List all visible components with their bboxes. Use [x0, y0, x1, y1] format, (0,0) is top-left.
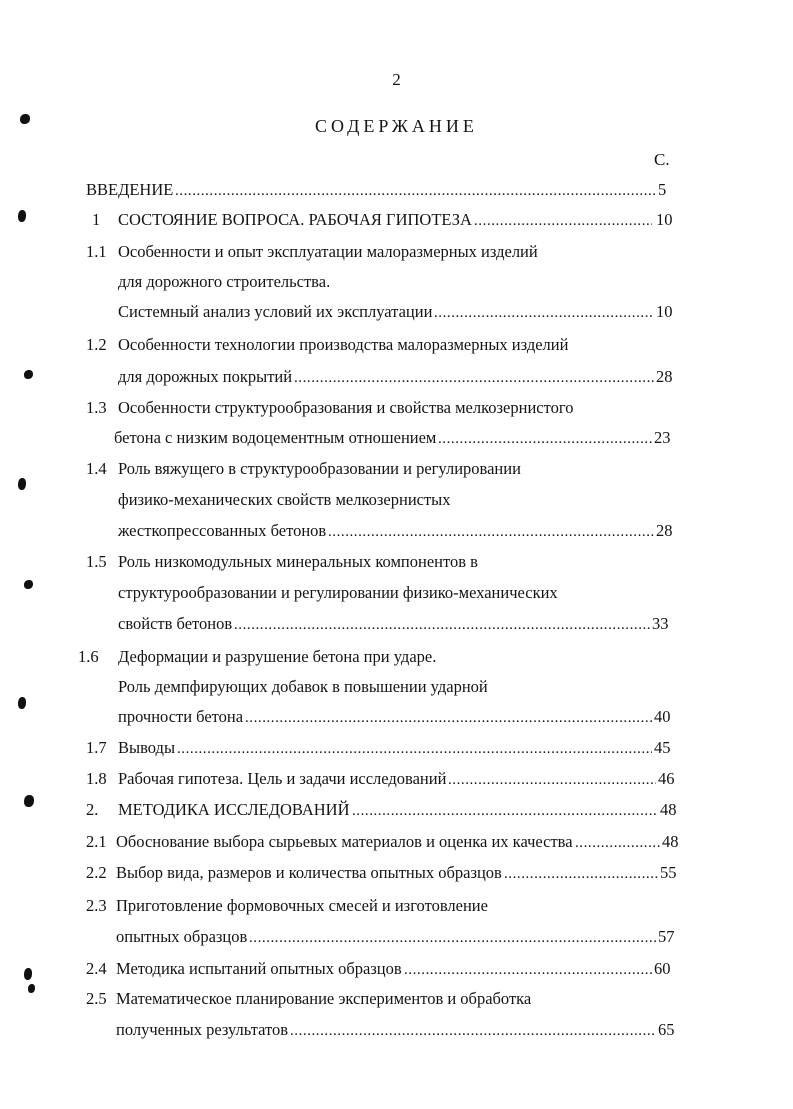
toc-entry	[0, 333, 793, 357]
toc-entry-page: 33	[652, 614, 669, 633]
page-column-header: С.	[654, 150, 670, 169]
toc-entry	[0, 987, 793, 1011]
toc-leader-dots	[249, 925, 656, 949]
toc-leader-dots	[352, 798, 658, 822]
toc-entry	[0, 957, 793, 981]
toc-leader-dots	[175, 178, 656, 202]
scan-mark	[24, 968, 32, 980]
toc-entry	[0, 675, 793, 699]
toc-entry	[0, 861, 793, 885]
toc-entry-title: опытных образцов	[116, 927, 248, 946]
toc-entry	[0, 1018, 793, 1042]
toc-entry-title: Рабочая гипотеза. Цель и задачи исследований	[118, 769, 447, 788]
toc-entry-number: 1.4	[86, 459, 107, 478]
toc-entry-number: 1.6	[78, 647, 99, 666]
scan-mark	[24, 370, 33, 379]
toc-entry	[0, 270, 793, 294]
toc-entry	[0, 612, 793, 636]
toc-leader-dots	[290, 1018, 656, 1042]
toc-entry-title: Особенности и опыт эксплуатации малоразмерных изделий	[118, 242, 538, 261]
toc-entry-number: 1.8	[86, 769, 107, 788]
toc-entry	[0, 300, 793, 324]
toc-entry-page: 10	[656, 210, 673, 229]
toc-entry-title: Роль низкомодульных минеральных компонентов в	[118, 552, 478, 571]
toc-leader-dots	[245, 705, 652, 729]
toc-entry-title: Роль демпфирующих добавок в повышении ударной	[118, 677, 488, 696]
toc-leader-dots	[575, 830, 660, 854]
toc-entry	[0, 894, 793, 918]
toc-entry-number: 2.	[86, 800, 99, 819]
toc-leader-dots	[474, 208, 652, 232]
toc-entry-number: 2.3	[86, 896, 107, 915]
toc-leader-dots	[234, 612, 650, 636]
toc-entry-page: 65	[658, 1020, 675, 1039]
toc-entry-title: Обоснование выбора сырьевых материалов и оценка их качества	[116, 832, 573, 851]
toc-entry-number: 2.4	[86, 959, 107, 978]
toc-entry-title: Деформации и разрушение бетона при ударе.	[118, 647, 437, 666]
toc-entry-title: для дорожных покрытий	[118, 367, 293, 386]
scan-mark	[18, 210, 26, 222]
toc-entry-title: Выбор вида, размеров и количества опытных образцов	[116, 863, 502, 882]
toc-leader-dots	[438, 426, 652, 450]
toc-entry-title: Математическое планирование экспериментов и обработка	[116, 989, 532, 1008]
toc-entry	[0, 208, 793, 232]
toc-leader-dots	[328, 519, 654, 543]
toc-entry	[0, 645, 793, 669]
scan-mark	[18, 697, 26, 709]
toc-entry-title: СОСТОЯНИЕ ВОПРОСА. РАБОЧАЯ ГИПОТЕЗА	[118, 210, 472, 229]
toc-entry-title: физико-механических свойств мелкозернистых	[118, 490, 451, 509]
toc-leader-dots	[404, 957, 652, 981]
scan-mark	[24, 580, 33, 589]
toc-leader-dots	[448, 767, 656, 791]
toc-entry-page: 60	[654, 959, 671, 978]
toc-leader-dots	[434, 300, 654, 324]
toc-entry	[0, 736, 793, 760]
toc-entry	[0, 767, 793, 791]
toc-entry-number: 1.7	[86, 738, 107, 757]
toc-entry-title: Системный анализ условий их эксплуатации	[118, 302, 433, 321]
toc-entry-page: 5	[658, 180, 667, 199]
toc-entry	[0, 396, 793, 420]
toc-entry-page: 28	[656, 367, 673, 386]
toc-entry-page: 48	[662, 832, 679, 851]
toc-entry-title: Особенности технологии производства малоразмерных изделий	[118, 335, 569, 354]
scan-mark	[20, 114, 30, 124]
toc-entry-number: 2.2	[86, 863, 107, 882]
toc-entry-title: Роль вяжущего в структурообразовании и регулировании	[118, 459, 521, 478]
toc-entry	[0, 581, 793, 605]
scan-mark	[18, 478, 26, 490]
toc-entry	[0, 925, 793, 949]
toc-entry-title: свойств бетонов	[118, 614, 233, 633]
toc-entry-title: прочности бетона	[118, 707, 244, 726]
toc-entry-page: 10	[656, 302, 673, 321]
toc-entry	[0, 240, 793, 264]
toc-leader-dots	[294, 365, 654, 389]
toc-entry	[0, 550, 793, 574]
toc-entry-title: бетона с низким водоцементным отношением	[114, 428, 437, 447]
toc-entry-title: для дорожного строительства.	[118, 272, 331, 291]
toc-entry-number: 1.2	[86, 335, 107, 354]
toc-entry	[0, 705, 793, 729]
toc-entry	[0, 488, 793, 512]
toc-entry	[0, 519, 793, 543]
toc-entry-number: 2.5	[86, 989, 107, 1008]
toc-entry-title: МЕТОДИКА ИССЛЕДОВАНИЙ	[118, 800, 350, 819]
toc-entry-page: 46	[658, 769, 675, 788]
toc-entry-page: 23	[654, 428, 671, 447]
toc-entry	[0, 830, 793, 854]
scan-mark	[24, 795, 34, 807]
page-number: 2	[392, 70, 401, 89]
toc-entry-title: жесткопрессованных бетонов	[118, 521, 327, 540]
toc-entry-title: Особенности структурообразования и свойства мелкозернистого	[118, 398, 574, 417]
toc-entry-title: Методика испытаний опытных образцов	[116, 959, 402, 978]
toc-entry-title: Приготовление формовочных смесей и изготовление	[116, 896, 488, 915]
page-title: СОДЕРЖАНИЕ	[315, 116, 478, 136]
toc-entry-number: 1.1	[86, 242, 107, 261]
toc-entry-title: полученных результатов	[116, 1020, 289, 1039]
toc-entry-number: 2.1	[86, 832, 107, 851]
toc-entry-page: 28	[656, 521, 673, 540]
toc-entry-number: 1.3	[86, 398, 107, 417]
toc-entry-number: 1	[92, 210, 101, 229]
toc-entry	[0, 365, 793, 389]
toc-leader-dots	[504, 861, 658, 885]
toc-entry-page: 40	[654, 707, 671, 726]
toc-entry-page: 48	[660, 800, 677, 819]
toc-entry	[0, 798, 793, 822]
scan-mark	[28, 984, 35, 993]
toc-entry-page: 45	[654, 738, 671, 757]
toc-entry-title: ВВЕДЕНИЕ	[86, 180, 174, 199]
toc-entry-title: структурообразовании и регулировании физико-механических	[118, 583, 558, 602]
toc-entry-number: 1.5	[86, 552, 107, 571]
toc-entry-page: 55	[660, 863, 677, 882]
toc-entry	[0, 457, 793, 481]
toc-entry	[0, 426, 793, 450]
toc-entry-page: 57	[658, 927, 675, 946]
toc-entry-title: Выводы	[118, 738, 176, 757]
toc-leader-dots	[177, 736, 652, 760]
toc-entry	[0, 178, 793, 202]
